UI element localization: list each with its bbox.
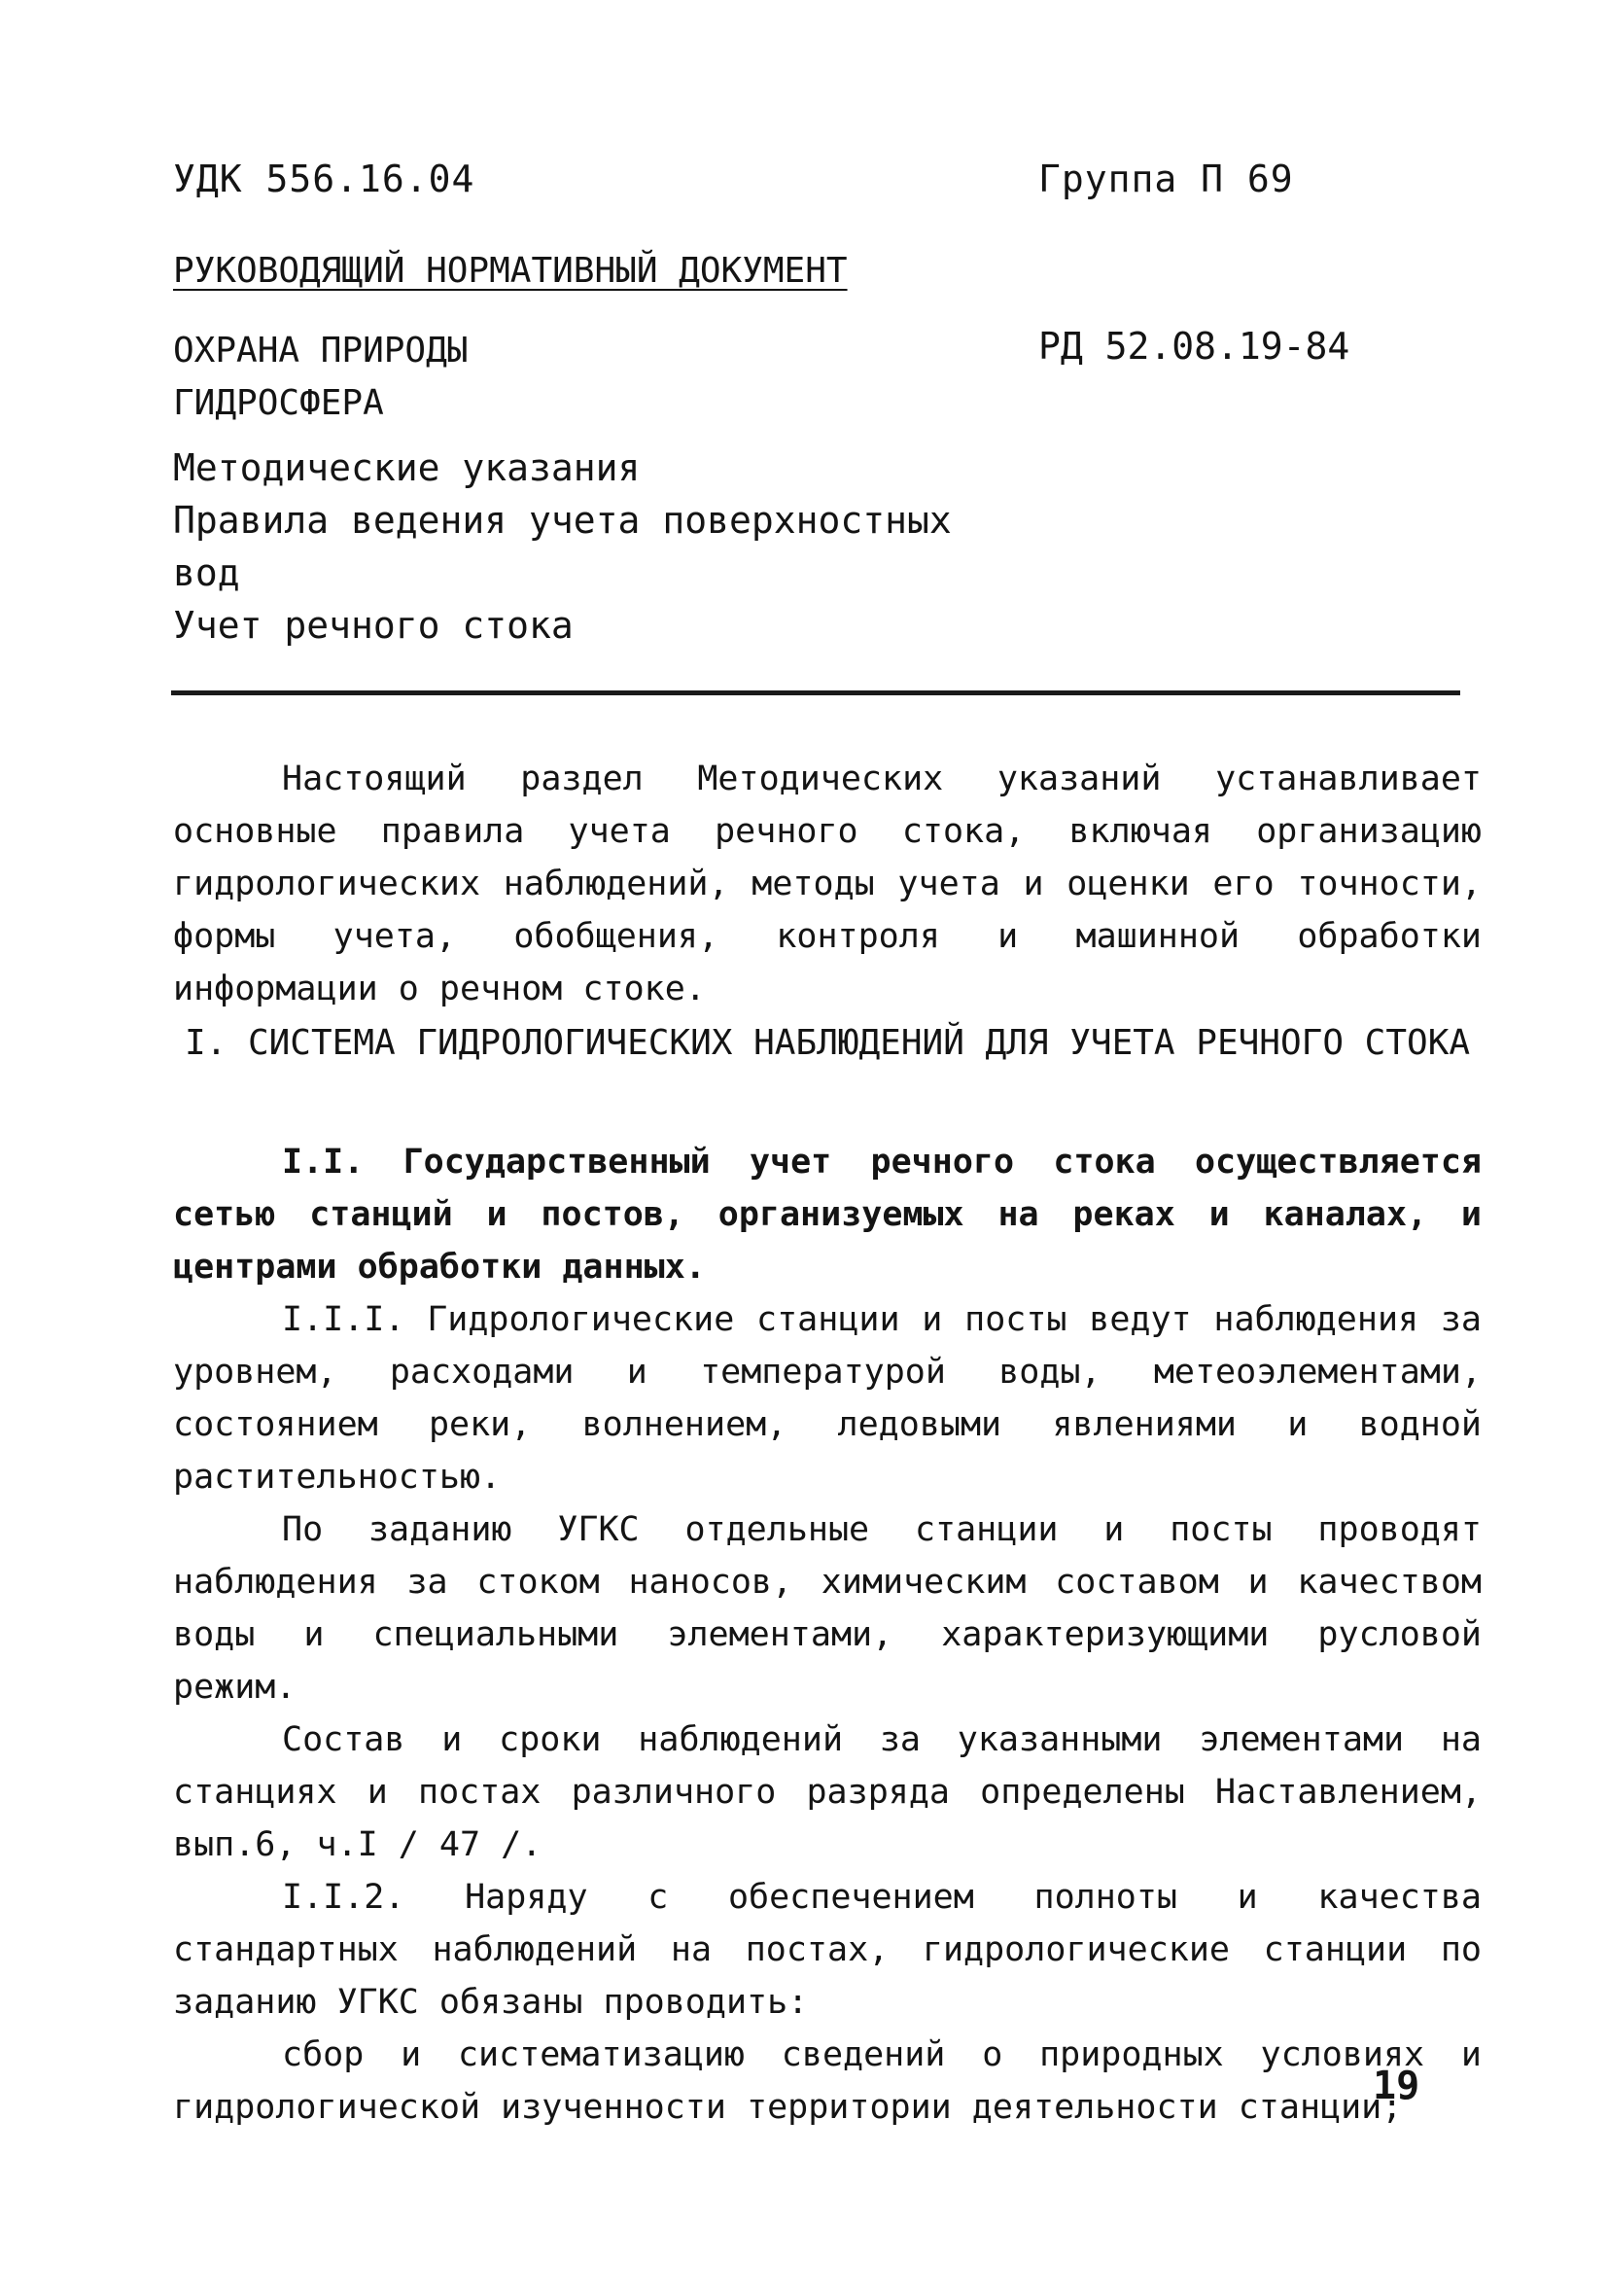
section-title: I. СИСТЕМА ГИДРОЛОГИЧЕСКИХ НАБЛЮДЕНИЙ ДЛЯ УЧЕТА РЕЧНОГО СТОКА — [184, 1023, 1471, 1063]
title-line: ОХРАНА ПРИРОДЫ — [173, 331, 469, 371]
title-block — [173, 325, 468, 430]
paragraph: I.I.I. Гидрологические станции и посты ведут наблюдения за уровнем, расходами и температурой воды, метеоэлементами, состоянием реки, волнением, ледовыми явлениями и водной растительностью. — [173, 1300, 1482, 1497]
subtitle-line: вод — [173, 551, 240, 594]
subtitle-line: Правила ведения учета поверхностных — [173, 499, 952, 542]
intro-paragraph: Настоящий раздел Методических указаний устанавливает основные правила учета речного стока, включая организацию гидрологических наблюдений, методы учета и оценки его точности, формы учета, обобщения, контроля и машинной обработки информации о речном стоке. — [173, 759, 1482, 1008]
subtitle-block — [173, 442, 952, 652]
paragraph: I.I.2. Наряду с обеспечением полноты и качества стандартных наблюдений на постах, гидрологические станции по заданию УГКС обязаны проводить: — [173, 1878, 1482, 2022]
subtitle-line: Методические указания — [173, 446, 641, 489]
paragraph: I.I. Государственный учет речного стока осуществляется сетью станций и постов, организуемых на реках и каналах, и центрами обработки данных. — [173, 1143, 1482, 1287]
paragraph: Состав и сроки наблюдений за указанными элементами на станциях и постах различного разряда определены Наставлением, вып.6, ч.I / 47 /. — [173, 1720, 1482, 1864]
document-type: РУКОВОДЯЩИЙ НОРМАТИВНЫЙ ДОКУМЕНТ — [173, 251, 848, 291]
page-number: 19 — [1373, 2064, 1420, 2108]
paragraph: сбор и систематизацию сведений о природных условиях и гидрологической изученности территории деятельности станции; — [173, 2035, 1482, 2127]
paragraph: По заданию УГКС отдельные станции и посты проводят наблюдения за стоком наносов, химическим составом и качеством воды и специальными элементами, характеризующими русловой режим. — [173, 1510, 1482, 1707]
document-code: РД 52.08.19-84 — [1038, 325, 1350, 368]
main-text — [173, 1136, 1482, 2134]
intro-section — [173, 753, 1482, 1015]
title-line: ГИДРОСФЕРА — [173, 383, 384, 423]
subtitle-line: Учет речного стока — [173, 604, 574, 647]
group-code: Группа П 69 — [1038, 158, 1294, 200]
header-divider — [171, 690, 1460, 695]
udk-code: УДК 556.16.04 — [173, 158, 475, 200]
